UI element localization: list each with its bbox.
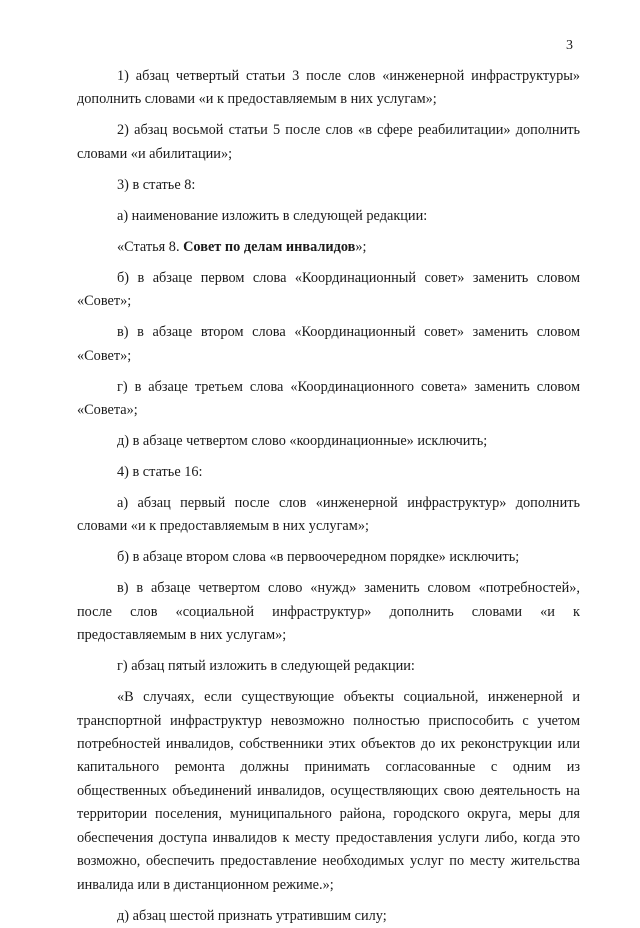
paragraph-article-8-title: [77, 236, 580, 259]
paragraph-article-8-a: а) наименование изложить в следующей редакции:: [117, 207, 428, 224]
paragraph-article-8-d: д) в абзаце четвертом слово «координационные» исключить;: [117, 433, 488, 450]
paragraph-article-16-heading: 4) в статье 16:: [117, 464, 203, 481]
paragraph-amend-article-3: 1) абзац четвертый статьи 3 после слов «инженерной инфраструктуры» дополнить словами «и к предоставляемым в них услугам»;: [77, 68, 580, 108]
paragraph-article-8-v: в) в абзаце втором слова «Координационный совет» заменить словом «Совет»;: [77, 324, 580, 364]
paragraph-article-8-b: б) в абзаце первом слова «Координационный совет» заменить словом «Совет»;: [77, 269, 580, 310]
page-number: 3: [566, 38, 573, 53]
article-title-prefix: «Статья 8.: [117, 238, 184, 255]
paragraph-article-16-a: а) абзац первый после слов «инженерной инфраструктур» дополнить словами «и к предоставляемым в них услугам»;: [77, 495, 580, 535]
paragraph-article-16-b: б) в абзаце втором слова «в первоочередном порядке» исключить;: [117, 549, 520, 566]
paragraph-article-8-g: г) в абзаце третьем слова «Координационного совета» заменить словом «Совета»;: [77, 378, 580, 419]
paragraph-article-8-heading: 3) в статье 8:: [117, 176, 196, 193]
article-title-bold: Совет по делам инвалидов: [183, 238, 356, 255]
paragraph-article-16-v: в) в абзаце четвертом слово «нужд» заменить словом «потребностей», после слов «социальной инфраструктур» дополнить словами «и к предоставляемым в них услугам»;: [77, 580, 580, 644]
document-body: [77, 65, 580, 928]
paragraph-article-16-d: д) абзац шестой признать утратившим силу;: [117, 907, 387, 924]
paragraph-article-16-g: г) абзац пятый изложить в следующей редакции:: [117, 658, 415, 675]
article-title-suffix: »;: [355, 238, 367, 255]
paragraph-article-16-new-text: «В случаях, если существующие объекты социальной, инженерной и транспортной инфраструктур невозможно полностью приспособить с учетом потребностей инвалидов, собственники этих объектов до их реконструкции или капитального ремонта должны принимать согласованные с одним из общественных объединений инвалидов, осуществляющих свою деятельность на территории поселения, муниципального района, городского округа, меры для обеспечения доступа инвалидов к месту предоставления услуги либо, когда это возможно, обеспечить предоставление необходимых услуг по месту жительства инвалида или в дистанционном режиме.»;: [77, 689, 580, 893]
paragraph-amend-article-5: 2) абзац восьмой статьи 5 после слов «в сфере реабилитации» дополнить словами «и абилитации»;: [77, 122, 580, 162]
